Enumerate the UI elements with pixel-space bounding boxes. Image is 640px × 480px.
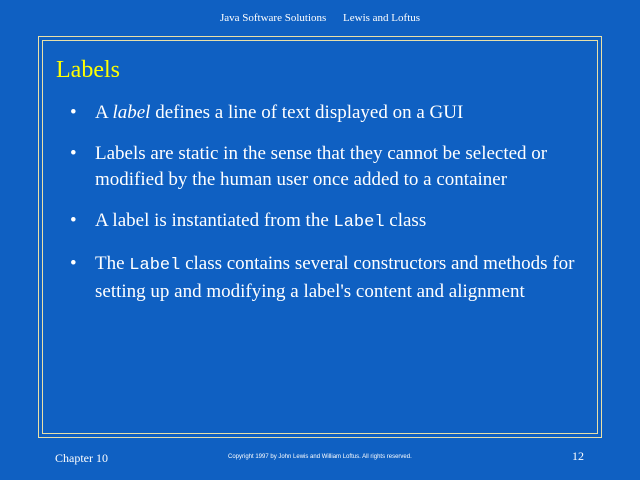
emphasis-term: label	[112, 102, 151, 123]
bullet-item: • Labels are static in the sense that they cannot be selected or modified by the human user once added to a container	[70, 143, 548, 190]
bullet-list	[70, 100, 590, 320]
page-number: 12	[572, 449, 584, 463]
bullet-dot-icon: •	[70, 102, 77, 123]
slide-title: Labels	[56, 57, 120, 83]
bullet-dot-icon: •	[70, 143, 77, 164]
copyright-notice: Copyright 1997 by John Lewis and William Loftus. All rights reserved.	[228, 454, 412, 460]
book-title: Java Software Solutions	[219, 12, 327, 24]
bullet-item: • A label is instantiated from the Label class	[70, 210, 427, 232]
slide-header	[0, 12, 640, 24]
bullet-dot-icon: •	[70, 210, 77, 231]
chapter-label: Chapter 10	[55, 451, 108, 465]
code-term: Label	[129, 256, 181, 275]
author-names: Lewis and Loftus	[343, 12, 421, 24]
code-term: Label	[333, 213, 385, 232]
bullet-item: • The Label class contains several constructors and methods for setting up and modifying a label's content and alignment	[70, 253, 575, 302]
bullet-item: • A label defines a line of text displayed on a GUI	[70, 100, 590, 126]
bullet-dot-icon: •	[70, 253, 77, 274]
